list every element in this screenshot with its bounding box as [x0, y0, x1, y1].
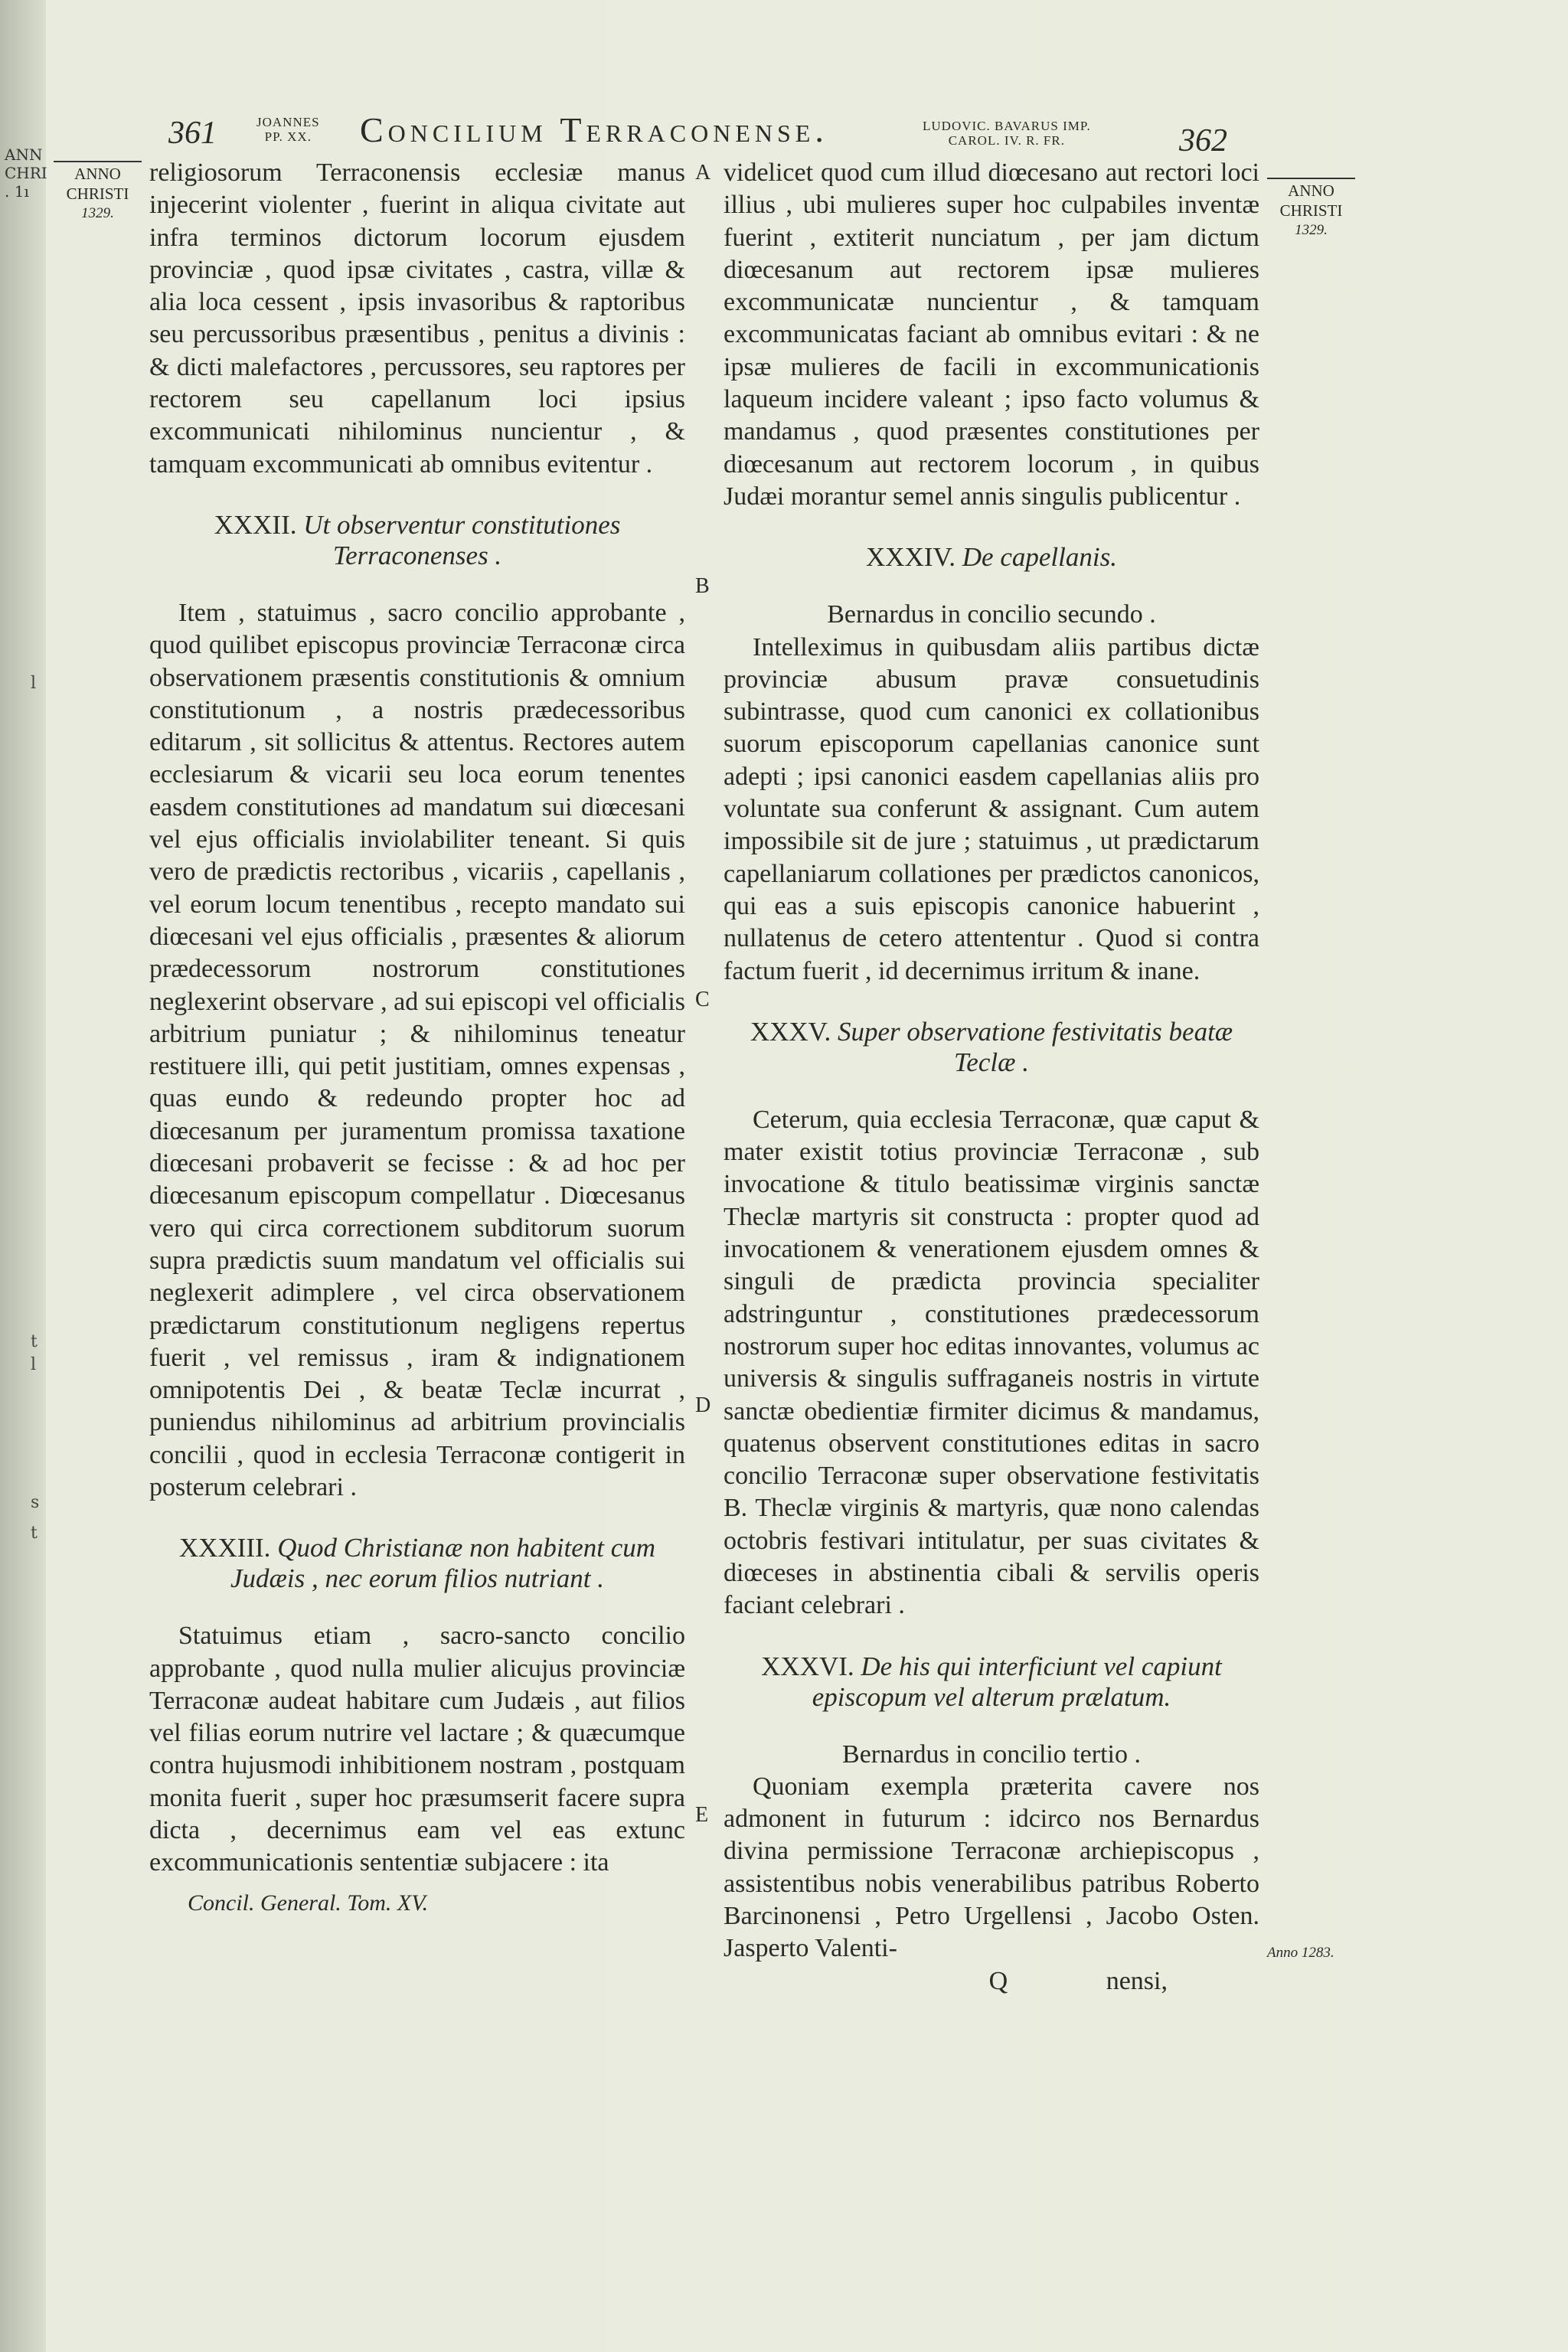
footer-signature — [149, 1887, 685, 1919]
subheading: Bernardus in concilio tertio . — [842, 1740, 1141, 1769]
left-margin-anno — [54, 161, 142, 224]
facing-page-edge — [0, 0, 46, 2352]
section-heading-xxxiv — [724, 542, 1259, 573]
christi-label: CHRISTI — [1279, 201, 1343, 220]
edge-mark: l — [31, 1355, 37, 1374]
paragraph: Statuimus etiam , sacro-sancto concilio approbante , quod nulla mulier alicujus provinciæ Terraconæ audeat habitare cum Judæis , aut filios vel filias eorum nutrire vel lactare ; & quæcumque contra hujusmodi inhibitionem nostram , postquam monita fuerit , super hoc præsumserit facere supra dicta , decernimus eam vel eas extunc excommunicationis sententiæ subjacere : ita — [149, 1622, 685, 1877]
edge-mark: t — [31, 1332, 38, 1351]
page-title: Concilium Terraconense. — [360, 110, 828, 149]
section-heading-xxxvi — [724, 1651, 1259, 1713]
year-label: 1329. — [81, 205, 114, 221]
right-text-column — [724, 157, 1259, 1998]
margin-rule — [54, 161, 142, 162]
margin-rule — [1267, 178, 1355, 179]
section-title: Super observatione festivitatis beatæ Teclæ . — [837, 1016, 1233, 1077]
paragraph: religiosorum Terraconensis ecclesiæ manus injecerint violenter , fuerint in aliqua civitate aut infra terminos dictorum locorum ejusdem provinciæ , quod ipsæ civitates , castra, villæ & alia loca cessent , ipsis invasoribus & raptoribus seu percussoribus præsentibus , penitus a divinis : & dicti malefactores , percussores, seu raptores per rectorem seu capellanum loci ipsius excommunicati nihilominus nuncientur , & tamquam excommunicati ab omnibus evitentur . — [149, 158, 685, 479]
section-letter-d: D — [695, 1393, 711, 1417]
section-heading-xxxv — [724, 1017, 1259, 1078]
section-number: XXXVI. — [761, 1651, 854, 1681]
catchword — [724, 1965, 1259, 1998]
signature-mark: Q — [988, 1966, 1008, 1995]
right-head-line1: LUDOVIC. BAVARUS IMP. — [923, 119, 1091, 133]
section-heading-xxxii — [149, 510, 685, 571]
section-letter-c: C — [695, 988, 710, 1011]
left-page-number: 361 — [168, 116, 217, 151]
right-head-line2: CAROL. IV. R. FR. — [948, 133, 1065, 148]
section-title: De his qui interficiunt vel capiunt episcopum vel alterum prælatum. — [812, 1651, 1222, 1712]
section-number: XXXV. — [750, 1016, 831, 1047]
section-letter-b: B — [695, 574, 710, 598]
footer-text: Concil. General. Tom. XV. — [188, 1890, 429, 1916]
edge-mark: t — [31, 1524, 38, 1543]
paragraph: Quoniam exempla præterita cavere nos admonent in futurum : idcirco nos Bernardus divina permissione Terraconæ archiepiscopus , assistentibus nobis venerabilibus patribus Roberto Barcinonensi , Petro Urgellensi , Jacobo Osten. Jasperto Valenti- — [724, 1772, 1259, 1963]
section-title: Ut observentur constitutiones Terraconenses . — [303, 509, 621, 570]
section-heading-xxxiii — [149, 1533, 685, 1594]
edge-mark: s — [31, 1493, 40, 1512]
edge-mark: l — [31, 674, 37, 693]
section-title: Quod Christianæ non habitent cum Judæis , nec eorum filios nutriant . — [230, 1533, 656, 1594]
left-text-column — [149, 157, 685, 1919]
section-number: XXXII. — [214, 509, 297, 540]
year-label: 1329. — [1295, 222, 1328, 238]
right-page-number: 362 — [1179, 123, 1227, 158]
left-head-line1: JOANNES — [256, 115, 320, 129]
subheading: Bernardus in concilio secundo . — [827, 600, 1156, 629]
catchword-text: nensi, — [1106, 1966, 1168, 1995]
left-head-line2: PP. XX. — [264, 129, 312, 144]
right-running-head — [923, 119, 1091, 148]
anno-label: ANNO — [74, 165, 121, 183]
paragraph: Ceterum, quia ecclesia Terraconæ, quæ caput & mater existit totius provinciæ Terraconæ , sub invocatione & titulo beatissimæ virginis sanctæ Theclæ martyris sit constructa : propter quod ad invocationem & venerationem ejusdem omnes & singuli de prædicta provincia specialiter adstringuntur , constitutiones prædecessorum nostrorum super hoc editas innovantes, volumus ac universis & singulis suffraganeis nostris in virtute sanctæ obedientiæ firmiter dicimus & mandamus, quatenus observent constitutiones editas in sacro concilio Terraconæ super observatione festivitatis B. Theclæ virginis & martyris, quæ nono calendas octobris festivari intitulatur, per suas civitates & diœceses in abstinentia cibali & servilis operis faciant celebrari . — [724, 1105, 1259, 1620]
right-margin-anno — [1267, 178, 1355, 240]
christi-label: CHRISTI — [66, 185, 129, 203]
paragraph: videlicet quod cum illud diœcesano aut rectori loci illius , ubi mulieres super hoc culpabiles inventæ fuerint , extiterit nunciatum , per jam dictum diœcesanum aut rectorem ipsæ mulieres excommunicatæ nuncientur , & tamquam excommunicatas faciant ab omnibus evitari : & ne ipsæ mulieres de facili in excommunicationis laqueum incidere valeant ; ipso facto volumus & mandamus , quod præsentes constitutiones per diœcesanum aut rectorem locorum , in quibus Judæi morantur semel annis singulis publicentur . — [724, 158, 1259, 511]
section-letter-a: A — [695, 161, 711, 185]
left-running-head — [256, 115, 320, 144]
paragraph: Intelleximus in quibusdam aliis partibus dictæ provinciæ abusum pravæ consuetudinis subintrasse, quod cum canonici ex collationibus suorum episcoporum capellanias canonice sunt adepti ; ipsi canonici easdem capellanias aliis pro voluntate sua conferunt & assignant. Cum autem impossibile sit de jure ; statuimus , ut prædictarum capellaniarum collationes per prædictos canonicos, qui eas a suis episcopis canonice habuerint , nullatenus de cetero attententur . Quod si contra factum fuerit , id decernimus irritum & inane. — [724, 632, 1259, 985]
section-title: De capellanis. — [962, 542, 1117, 573]
anno-label: ANNO — [1288, 181, 1334, 200]
section-number: XXXIII. — [178, 1533, 271, 1563]
section-letter-e: E — [695, 1803, 709, 1827]
paragraph: Item , statuimus , sacro concilio approbante , quod quilibet episcopus provinciæ Terraconæ circa observationem præsentis constitutionis & omnium constitutionum , a nostris prædecessoribus editarum , sit sollicitus & attentus. Rectores autem ecclesiarum & vicarii seu loca eorum tenentes easdem constitutiones ad mandatum sui diœcesani vel ejus officialis inviolabiliter teneant. Si quis vero de prædictis rectoribus , vicariis , capellanis , vel eorum locum tenentibus , recepto mandato sui diœcesani vel ejus officialis , præsentes & aliorum prædecessorum nostrorum constitutiones neglexerint observare , ad sui episcopi vel officialis arbitrium puniatur ; & nihilominus teneatur restituere illi, qui petit justitiam, omnes expensas , quas eundo & redeundo propter hoc ad diœcesanum per juramentum promissa taxatione diœcesani probaverit se fecisse : & ad hoc per diœcesanum episcopum compellatur . Diœcesanus vero qui circa correctionem subditorum suorum supra prædictis suum mandatum vel officialis sui neglexerit adimplere , vel circa observationem prædictarum constitutionum negligens repertus fuerit , vel remissus , iram & indignationem omnipotentis Dei , & beatæ Teclæ incurrat , puniendus nihilominus ad arbitrium provincialis concilii , quod in ecclesia Terraconæ contigerit in posterum celebrari . — [149, 598, 685, 1501]
margin-note-1283: Anno 1283. — [1267, 1945, 1334, 1961]
facing-page-margin-note: ANN CHRI . 1ı — [5, 145, 47, 201]
section-number: XXXIV. — [866, 542, 956, 573]
